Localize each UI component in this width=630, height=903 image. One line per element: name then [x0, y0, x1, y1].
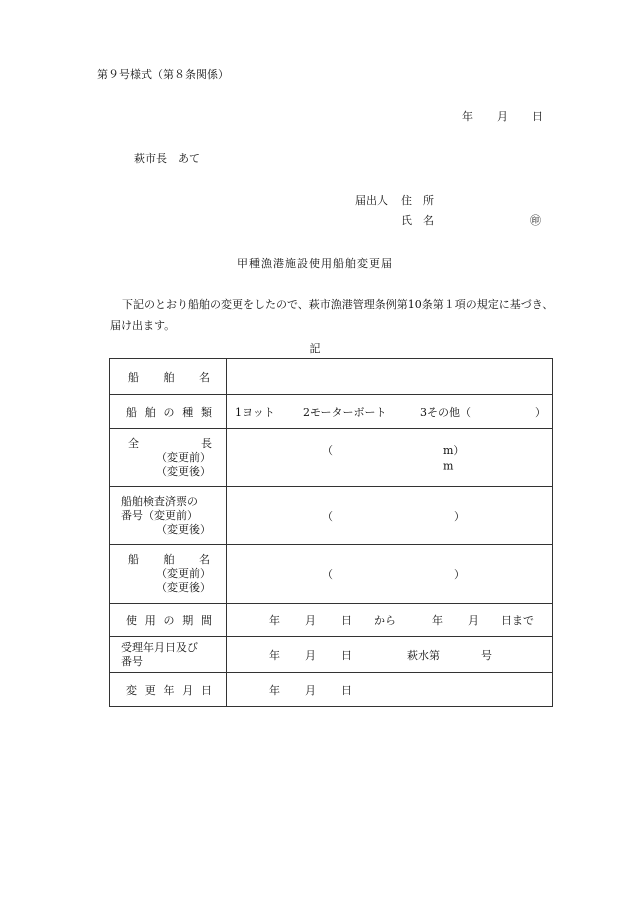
row-change-date — [110, 673, 553, 707]
applicant-address-label: 住 所 — [401, 194, 434, 207]
inspection-after-label: （変更後） — [156, 522, 211, 536]
period-from: から — [374, 614, 396, 627]
length-after-unit: m — [443, 459, 454, 473]
form-number: 第９号様式（第８条関係） — [97, 68, 229, 81]
length-before-label: （変更前） — [156, 450, 211, 464]
type-option-yacht[interactable]: 1ヨット — [235, 405, 275, 419]
label-char: 変 — [126, 683, 137, 697]
vessel-name2-before-label: （変更前） — [156, 567, 211, 580]
row-vessel-name — [110, 359, 553, 395]
vessel-name2-open-paren: （ — [322, 568, 333, 581]
label-char: 用 — [144, 614, 156, 627]
inspection-value[interactable] — [227, 487, 553, 545]
receipt-day: 日 — [341, 648, 352, 662]
vessel-name-label-cell — [110, 359, 227, 395]
label-char: の — [163, 614, 175, 627]
length-value[interactable] — [227, 429, 553, 487]
inspection-label-line-1: 船舶検査済票の — [121, 494, 198, 508]
period-start-month: 月 — [305, 614, 316, 627]
body-text-line-1: 下記のとおり船舶の変更をしたので、萩市漁港管理条例第10条第１項の規定に基づき、 — [122, 298, 554, 311]
row-vessel-name-change — [110, 545, 553, 604]
label-char: 船 — [128, 370, 139, 384]
period-label-cell — [110, 604, 227, 637]
length-before-unit: m） — [443, 444, 465, 457]
label-char: 長 — [201, 436, 212, 450]
row-length — [110, 429, 553, 487]
period-end-year: 年 — [432, 614, 443, 627]
row-receipt — [110, 637, 553, 673]
date-month-label: 月 — [497, 110, 508, 123]
label-char: 船 — [126, 405, 137, 419]
period-until: 日まで — [501, 614, 534, 627]
label-char: 日 — [201, 683, 212, 697]
row-usage-period — [110, 604, 553, 637]
inspection-open-paren: （ — [322, 509, 333, 523]
inspection-label-line-2: 番号（変更前） — [121, 508, 198, 522]
label-char: 舶 — [144, 405, 156, 419]
date-day-label: 日 — [532, 110, 543, 123]
vessel-type-label-cell — [110, 395, 227, 429]
vessel-name-value[interactable] — [227, 359, 553, 395]
period-end-month: 月 — [468, 614, 479, 627]
period-value[interactable] — [227, 604, 553, 637]
row-vessel-type — [110, 395, 553, 429]
label-char: 舶 — [163, 370, 175, 384]
type-option-other[interactable]: 3その他（ — [420, 405, 471, 419]
change-date-label-cell — [110, 673, 227, 707]
change-day: 日 — [341, 683, 352, 697]
label-char: 月 — [182, 683, 194, 697]
label-char: 船 — [128, 553, 139, 566]
type-other-close: ） — [535, 405, 546, 419]
label-char: の — [163, 405, 175, 419]
label-char: 期 — [182, 614, 194, 627]
change-year: 年 — [269, 683, 280, 697]
label-char: 年 — [163, 683, 175, 697]
date-year-label: 年 — [462, 110, 473, 123]
vessel-name2-after-label: （変更後） — [156, 581, 211, 594]
row-inspection-number — [110, 487, 553, 545]
receipt-month: 月 — [305, 648, 316, 662]
application-form-table — [109, 358, 553, 707]
label-char: 全 — [128, 436, 139, 450]
document-title: 甲種漁港施設使用船舶変更届 — [237, 257, 393, 270]
period-start-day: 日 — [341, 614, 352, 627]
change-date-value[interactable] — [227, 673, 553, 707]
receipt-year: 年 — [269, 648, 280, 662]
inspection-label-cell — [110, 487, 227, 545]
length-after-label: （変更後） — [156, 464, 211, 478]
change-month: 月 — [305, 683, 316, 697]
receipt-value[interactable] — [227, 637, 553, 673]
applicant-name-label: 氏 名 — [401, 214, 434, 227]
label-char: 名 — [199, 553, 210, 566]
vessel-name2-value[interactable] — [227, 545, 553, 604]
label-char: 使 — [126, 614, 137, 627]
vessel-name2-label-cell — [110, 545, 227, 604]
label-char: 類 — [201, 405, 212, 419]
length-open-paren: （ — [322, 444, 333, 457]
applicant-label: 届出人 — [355, 194, 388, 207]
receipt-label-line-2: 番号 — [121, 654, 143, 668]
label-char: 種 — [182, 405, 194, 419]
vessel-name2-close-paren: ） — [454, 568, 465, 581]
length-label-cell — [110, 429, 227, 487]
vessel-type-value[interactable] — [227, 395, 553, 429]
period-start-year: 年 — [269, 614, 280, 627]
label-char: 間 — [201, 614, 212, 627]
label-char: 名 — [199, 370, 210, 384]
body-text-line-2: 届け出ます。 — [110, 319, 176, 332]
seal-mark: ㊞ — [530, 214, 541, 227]
ki-heading: 記 — [309, 342, 321, 355]
type-option-motorboat[interactable]: 2モーターボート — [303, 405, 387, 419]
label-char: 舶 — [163, 553, 175, 566]
receipt-number-suffix: 号 — [481, 648, 492, 662]
receipt-number-prefix: 萩水第 — [407, 648, 440, 662]
receipt-label-cell — [110, 637, 227, 673]
receipt-label-line-1: 受理年月日及び — [121, 640, 198, 654]
inspection-close-paren: ） — [454, 509, 465, 523]
label-char: 更 — [144, 683, 156, 697]
addressee: 萩市長 あて — [134, 152, 200, 165]
